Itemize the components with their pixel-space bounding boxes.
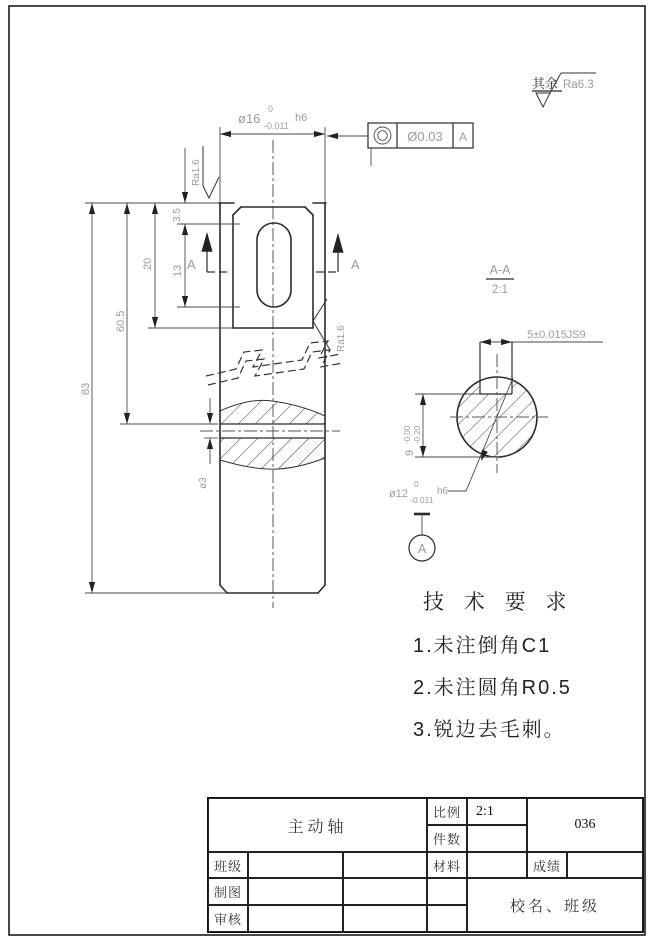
technical-requirements — [413, 586, 574, 742]
drafter-label: 制图 — [208, 878, 248, 905]
techreq-item-1: 1.未注倒角C1 — [413, 635, 552, 657]
section-scale: 2:1 — [492, 284, 508, 296]
len60-5-text: 60.5 — [115, 310, 127, 332]
dia3-text: ø3 — [198, 477, 209, 489]
depth9-text: 9 — [404, 449, 416, 456]
drawing-number: 036 — [527, 798, 643, 852]
surface-note — [532, 73, 596, 107]
dia12-lower: -0.011 — [410, 495, 434, 505]
checker-label: 审核 — [208, 905, 248, 932]
grade-label: 成绩 — [527, 852, 567, 878]
school-class: 校名、班级 — [467, 878, 643, 932]
techreq-item-2: 2.未注圆角R0.5 — [413, 677, 572, 699]
fcf-datum: A — [458, 130, 468, 144]
scale-value: 2:1 — [467, 798, 527, 825]
len3-5-text: 3.5 — [172, 208, 183, 222]
section-title: A-A — [489, 263, 511, 277]
dim-3-5 — [172, 148, 188, 222]
concentricity-icon — [374, 127, 391, 144]
slot-width-text: 5±0.015JS9 — [527, 329, 586, 341]
section-view — [389, 263, 603, 561]
scale-label: 比例 — [427, 798, 467, 825]
dia12-upper: 0 — [414, 479, 419, 489]
surface-note-value: Ra6.3 — [563, 79, 594, 91]
dia16-text: ø16 — [238, 111, 261, 126]
part-name: 主动轴 — [208, 798, 427, 852]
datum-letter: A — [417, 542, 427, 556]
feature-control-frame — [327, 123, 473, 166]
local-section — [200, 400, 340, 469]
section-label-right: A — [351, 257, 360, 272]
len13-text: 13 — [172, 264, 184, 277]
keyway-slot — [257, 223, 291, 307]
roughness-icon — [536, 93, 550, 107]
title-block — [208, 798, 643, 932]
datum-symbol — [409, 514, 435, 561]
title-block-border — [207, 797, 644, 933]
section-label-left: A — [187, 257, 196, 272]
roughness-left-text: Ra1.6 — [191, 159, 202, 186]
dia12-fit: h6 — [437, 486, 449, 497]
depth9-lower: -0.20 — [413, 425, 422, 444]
qty-label: 件数 — [427, 825, 467, 852]
len83-text: 83 — [80, 382, 92, 395]
roughness-right — [313, 299, 347, 352]
dim-dia3 — [198, 398, 218, 489]
depth9-upper: -0.00 — [403, 425, 412, 444]
shaft-main-view — [85, 127, 343, 608]
dim-slot-width — [480, 329, 603, 345]
dim-60-5 — [115, 203, 218, 424]
class-label: 班级 — [208, 852, 248, 878]
roughness-left — [191, 146, 219, 198]
surface-note-prefix: 其余 — [532, 76, 559, 91]
drawing-frame — [9, 6, 645, 935]
dia12-text: ø12 — [389, 488, 408, 500]
fcf-tolerance: Ø0.03 — [407, 129, 443, 144]
dia16-fit: h6 — [295, 112, 308, 124]
len20-text: 20 — [142, 257, 154, 270]
dia16-upper-tol: 0 — [268, 104, 274, 114]
material-label: 材料 — [427, 852, 467, 878]
dia16-lower-tol: -0.011 — [264, 121, 289, 131]
techreq-item-3: 3.锐边去毛刺。 — [413, 719, 566, 741]
techreq-title: 技 术 要 求 — [423, 591, 574, 614]
roughness-right-text: Ra1.6 — [336, 325, 347, 352]
break-lines — [206, 341, 343, 385]
